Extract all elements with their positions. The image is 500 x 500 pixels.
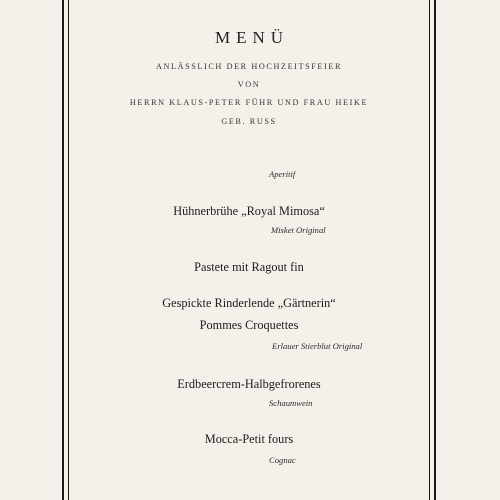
- wine-stierblut: Erlauer Stierblut Original: [272, 341, 363, 351]
- maiden-name-line: GEB. RUSS: [221, 117, 277, 126]
- inner-frame-border: [68, 0, 430, 500]
- course-soup: Hühnerbrühe „Royal Mimosa“: [173, 204, 325, 218]
- drink-cognac: Cognac: [269, 455, 296, 465]
- wine-misket: Misket Original: [271, 225, 326, 235]
- von-line: VON: [237, 80, 261, 89]
- course-aperitif: Aperitif: [269, 169, 296, 179]
- couple-names-line: HERRN KLAUS-PETER FÜHR UND FRAU HEIKE: [129, 98, 369, 107]
- course-pastete: Pastete mit Ragout fin: [194, 260, 304, 274]
- course-rinderlende: Gespickte Rinderlende „Gärtnerin“: [162, 296, 336, 310]
- occasion-line: ANLÄSSLICH DER HOCHZEITSFEIER: [155, 62, 343, 71]
- wine-schaumwein: Schaumwein: [269, 398, 313, 408]
- course-dessert: Erdbeercrem-Halbgefrorenes: [177, 377, 321, 391]
- course-mocca: Mocca-Petit fours: [204, 432, 294, 446]
- menu-title: MENÜ: [214, 28, 290, 47]
- course-pommes: Pommes Croquettes: [199, 318, 299, 332]
